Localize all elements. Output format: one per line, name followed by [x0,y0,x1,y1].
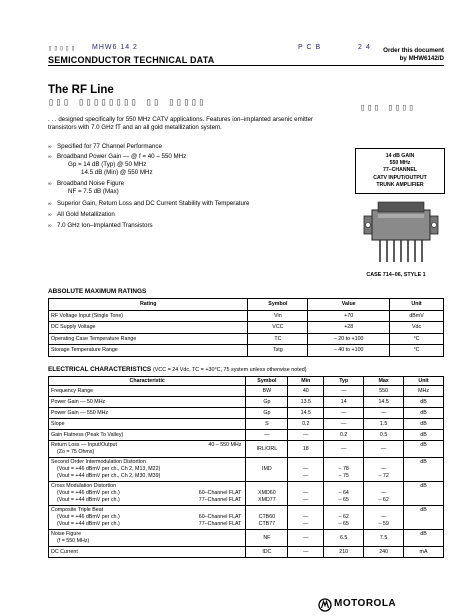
characteristic-cell: Gain Flatness (Peak To Valley) [49,430,246,441]
typ-cell: — [324,419,364,430]
characteristic-cell: Cross Modulation Distortion (Vout = +46 dBmV per ch.) 60–Channel FLAT (Vout = +44 dBmV per ch.) 77–Channel FLAT [49,482,246,506]
min-cell: — [288,530,324,547]
unit-cell: dB [404,482,444,506]
max-cell: 7.5 [364,530,404,547]
unit-cell: dB [404,530,444,547]
table-header: Max [364,377,404,386]
sym-cell: Gp [246,408,288,419]
unit-cell: dB [404,419,444,430]
feature-item: ∞ Broadband Noise Figure NF = 7.5 dB (Max) [48,180,125,195]
table-header: Characteristic [49,377,246,386]
max-cell: 0.5 [364,430,404,441]
characteristic-cell: Slope [49,419,246,430]
case-label: CASE 714–06, STYLE 1 [366,272,426,278]
max-cell: 550 [364,386,404,397]
min-cell: 14.5 [288,408,324,419]
table-header: Min [288,377,324,386]
min-cell: — [288,547,324,558]
unit-cell: dB [404,430,444,441]
max-ratings-table [48,298,444,357]
typ-cell: – 62 – 65 [324,506,364,530]
table-row [49,397,444,408]
electrical-table [48,376,444,558]
package-image [360,200,440,268]
min-cell: — — [288,482,324,506]
characteristic-cell: Second Order Intermodulation Distortion (Vout = +46 dBmV per ch., Ch 2, M13, M22) (Vout = +44 dBmV per ch., Ch 2, M30, M39) [49,458,246,482]
sym-cell: Gp [246,397,288,408]
feature-item: ∞ Broadband Power Gain — @ f = 40 – 550 MHz Gp = 14 dB (Typ) @ 50 MHz 14.5 dB (Min) @ 550 MHz [48,153,187,176]
bullet-icon: ∞ [48,212,52,218]
footer-brand: MOTOROLA [334,598,397,609]
table-row [49,419,444,430]
table-row [49,408,444,419]
min-cell: — — [288,458,324,482]
table-row [49,441,444,458]
header-pcb-code: P C B [298,44,322,51]
typ-cell: 0.2 [324,430,364,441]
electrical-conditions: (VCC = 24 Vdc, TC = +30°C, 75 system unless otherwise noted) [152,367,307,373]
order-line-2: by MHW6142/D [399,55,444,62]
min-cell: — [288,430,324,441]
spec-box: 14 dB GAIN 550 MHz 77–CHANNEL CATV INPUT/OUTPUT TRUNK AMPLIFIER [355,148,445,194]
table-row: Operating Case Temperature Range TC – 20 to +100 °C [49,333,444,345]
header-garble: ▯▯▯▯▯ [48,44,77,52]
header-rule [48,65,444,66]
bullet-icon: ∞ [48,154,52,160]
min-cell: 13.5 [288,397,324,408]
unit-cell: dB [404,441,444,458]
characteristic-cell: Frequency Range [49,386,246,397]
sym-cell: CTB60 CTB77 [246,506,288,530]
header-part-code: MHW6 14 2 [92,44,138,51]
order-line-1: Order this document [383,47,444,54]
max-cell: — [364,408,404,419]
feature-item: ∞ 7.0 GHz Ion–Implanted Transistors [48,222,153,229]
table-row [49,506,444,530]
table-row [49,482,444,506]
product-title-garbled: ▯▯▯ ▯▯▯▯▯▯▯▯ ▯▯ ▯▯▯▯▯ [48,97,206,108]
sym-cell: IMD [246,458,288,482]
table-row [49,547,444,558]
sym-cell: — [246,430,288,441]
table-row: Storage Temperature Range Tstg – 40 to +100 °C [49,345,444,357]
characteristic-cell: Power Gain — 550 MHz [49,408,246,419]
table-header: Value [308,299,390,311]
typ-cell: 14 [324,397,364,408]
table-header: Symbol [246,377,288,386]
typ-cell: 6.5 [324,530,364,547]
max-cell: 1.5 [364,419,404,430]
header-page-code: 2 4 [358,44,371,51]
min-cell: — — [288,506,324,530]
table-header: Unit [390,299,444,311]
characteristic-cell: Noise Figure (f = 550 MHz) [49,530,246,547]
table-row [49,386,444,397]
typ-cell: – 64 – 65 [324,482,364,506]
characteristic-cell: DC Current [49,547,246,558]
bullet-icon: ∞ [48,181,52,187]
product-family: The RF Line [48,84,114,96]
table-header: Symbol [248,299,308,311]
table-header: Unit [404,377,444,386]
max-ratings-title: ABSOLUTE MAXIMUM RATINGS [48,288,147,295]
sym-cell: BW [246,386,288,397]
table-row: RF Voltage Input (Single Tone) Vin +70 dBmV [49,310,444,322]
table-header: Typ [324,377,364,386]
unit-cell: mA [404,547,444,558]
typ-cell: — [324,386,364,397]
part-number-garbled: ▯▯▯ ▯▯▯▯ [360,103,416,113]
typ-cell: — [324,441,364,458]
typ-cell: 210 [324,547,364,558]
sym-cell: S [246,419,288,430]
characteristic-cell: Power Gain — 50 MHz [49,397,246,408]
max-cell: — [364,441,404,458]
unit-cell: dB [404,458,444,482]
min-cell: 40 [288,386,324,397]
min-cell: 18 [288,441,324,458]
feature-item: ∞ All Gold Metallization [48,211,115,218]
typ-cell: – 78 – 75 [324,458,364,482]
table-row [49,430,444,441]
unit-cell: dB [404,506,444,530]
bullet-icon: ∞ [48,223,52,229]
doc-title: SEMICONDUCTOR TECHNICAL DATA [48,55,215,65]
min-cell: 0.2 [288,419,324,430]
feature-item: ∞ Specified for 77 Channel Performance [48,143,162,150]
max-cell: — – 62 [364,482,404,506]
bullet-icon: ∞ [48,144,52,150]
table-header: Rating [49,299,248,311]
max-cell: 14.5 [364,397,404,408]
unit-cell: dB [404,397,444,408]
header-code-line [48,44,438,54]
feature-item: ∞ Superior Gain, Return Loss and DC Current Stability with Temperature [48,200,250,207]
sym-cell: XMD60 XMD77 [246,482,288,506]
product-description: . . . designed specifically for 550 MHz CATV applications. Features ion–implanted arsenic emitter transistors with 7.0 GHz fT and an all gold metallization system. [48,116,314,132]
bullet-icon: ∞ [48,201,52,207]
unit-cell: dB [404,408,444,419]
sym-cell: IDC [246,547,288,558]
table-row [49,530,444,547]
characteristic-cell: Return Loss — Input/Output 40 – 550 MHz (Zo = 75 Ohms) [49,441,246,458]
table-row: DC Supply Voltage VCC +28 Vdc [49,322,444,334]
typ-cell: — [324,408,364,419]
order-info [382,47,444,63]
characteristic-cell: Composite Triple Beat (Vout = +46 dBmV per ch.) 60–Channel FLAT (Vout = +44 dBmV per ch.) 77–Channel FLAT [49,506,246,530]
motorola-logo-icon [318,598,332,612]
max-cell: 240 [364,547,404,558]
unit-cell: MHz [404,386,444,397]
max-cell: — – 72 [364,458,404,482]
sym-cell: NF [246,530,288,547]
sym-cell: IRL/ORL [246,441,288,458]
table-row [49,458,444,482]
max-cell: — – 59 [364,506,404,530]
electrical-title: ELECTRICAL CHARACTERISTICS (VCC = 24 Vdc, TC = +30°C, 75 system unless otherwise noted) [48,366,307,373]
